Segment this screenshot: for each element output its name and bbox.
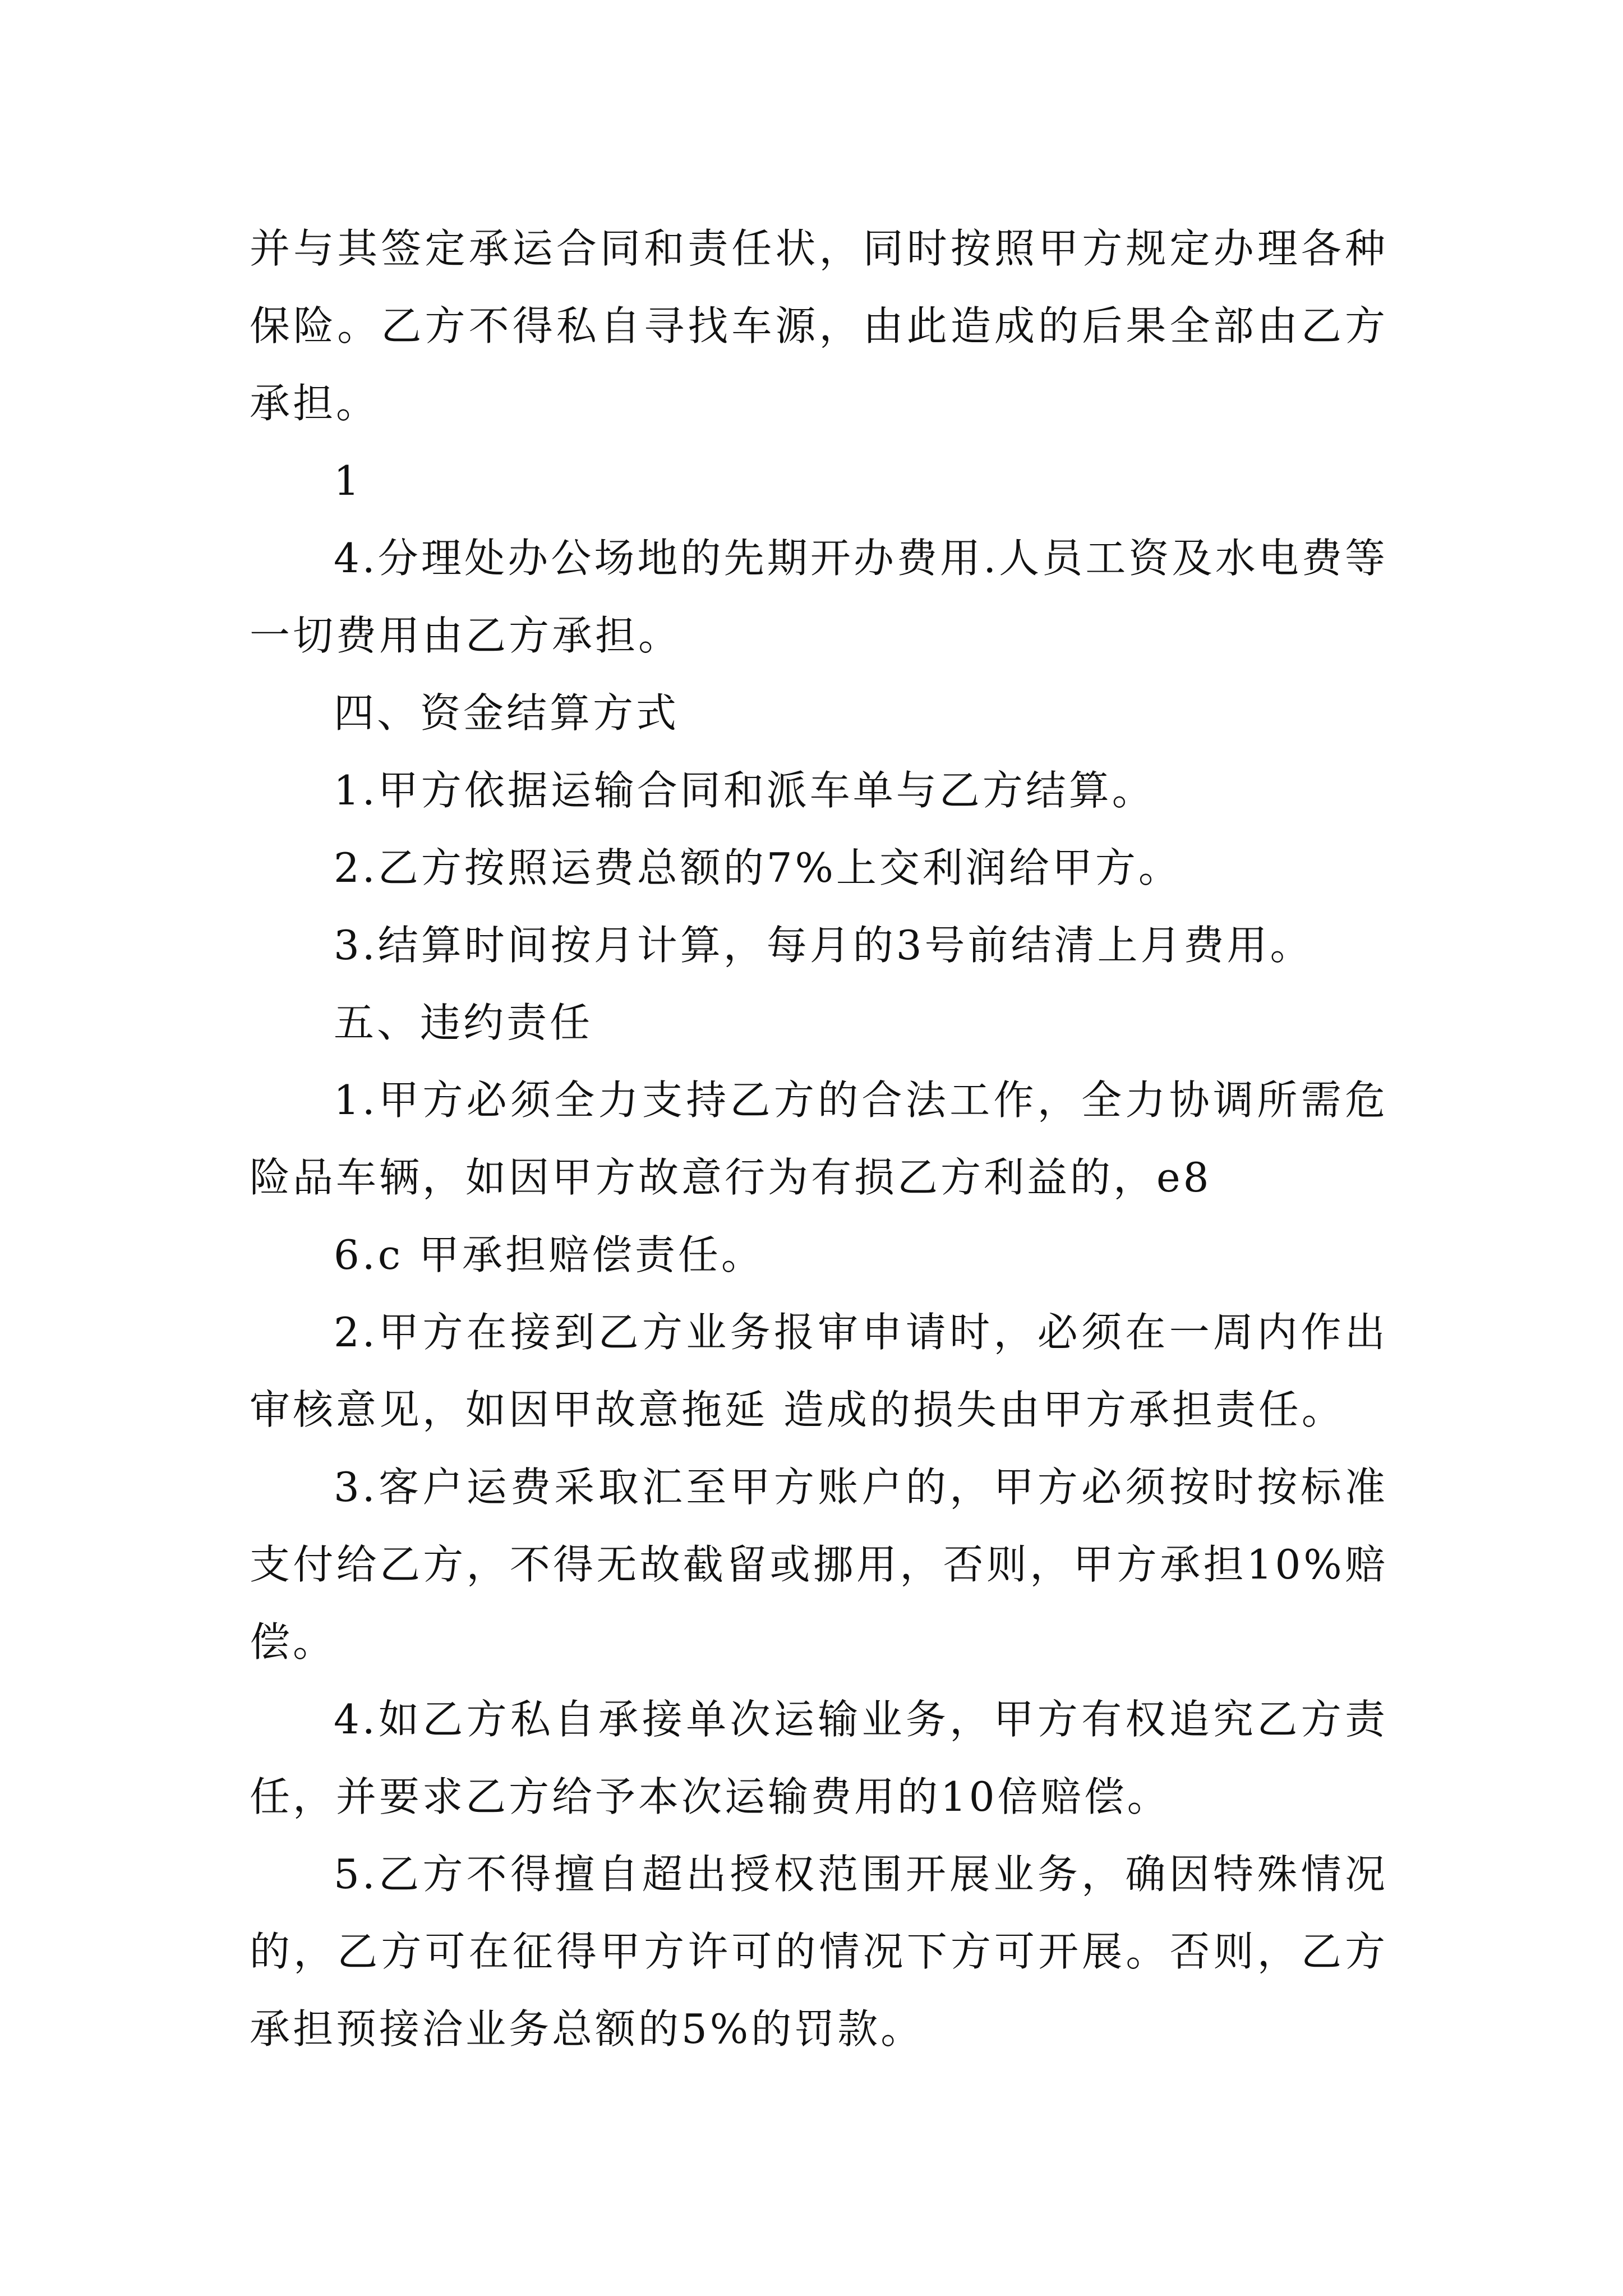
document-body <box>250 210 1388 2068</box>
paragraph-item: 4.如乙方私自承接单次运输业务，甲方有权追究乙方责任，并要求乙方给予本次运输费用的10倍赔偿。 <box>250 1696 1388 1820</box>
section-heading: 四、资金结算方式 <box>334 689 680 737</box>
paragraph-item: 1.甲方必须全力支持乙方的合法工作，全力协调所需危险品车辆，如因甲方故意行为有损乙方利益的，e8 <box>250 1076 1388 1201</box>
paragraph-item: 2.乙方按照运费总额的7%上交利润给甲方。 <box>334 844 1182 891</box>
paragraph-item: 5.乙方不得擅自超出授权范围开展业务，确因特殊情况的，乙方可在征得甲方许可的情况下方可开展。否则，乙方承担预接洽业务总额的5%的罚款。 <box>250 1851 1388 2053</box>
paragraph-page-number: 1 <box>334 457 362 504</box>
paragraph-item: 2.甲方在接到乙方业务报审申请时，必须在一周内作出审核意见，如因甲故意拖延 造成的损失由甲方承担责任。 <box>250 1309 1388 1433</box>
paragraph-item: 3.结算时间按月计算，每月的3号前结清上月费用。 <box>334 922 1313 969</box>
paragraph-item: 1.甲方依据运输合同和派车单与乙方结算。 <box>334 767 1155 814</box>
paragraph-item: 6.c 甲承担赔偿责任。 <box>334 1231 764 1278</box>
paragraph-item: 4.分理处办公场地的先期开办费用.人员工资及水电费等一切费用由乙方承担。 <box>250 535 1388 659</box>
paragraph-continuation: 并与其签定承运合同和责任状，同时按照甲方规定办理各种保险。乙方不得私自寻找车源，由此造成的后果全部由乙方承担。 <box>250 225 1388 427</box>
section-heading: 五、违约责任 <box>334 999 593 1046</box>
paragraph-item: 3.客户运费采取汇至甲方账户的，甲方必须按时按标准支付给乙方，不得无故截留或挪用，否则，甲方承担10%赔偿。 <box>250 1464 1388 1665</box>
